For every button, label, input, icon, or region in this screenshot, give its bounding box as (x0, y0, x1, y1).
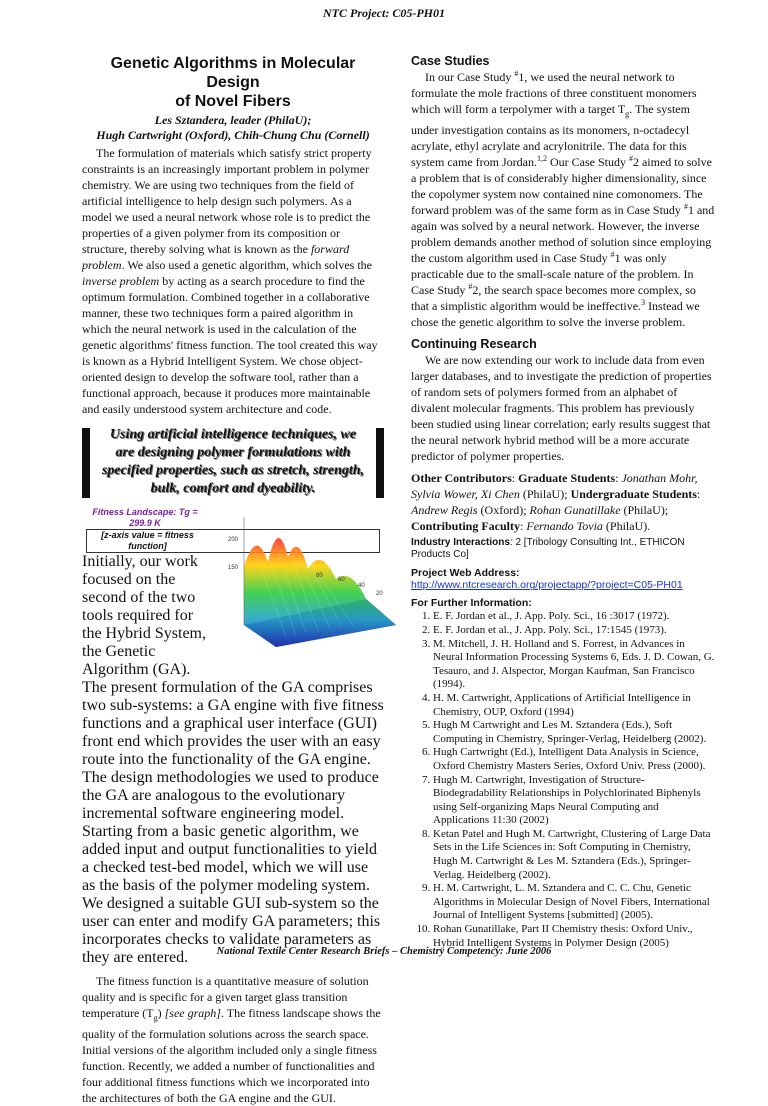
fitness-paragraph: The fitness function is a quantitative measure of solution quality and is specific for a given target glass transition temperature $(T_g)$ [see graph]. The fitness landscape shows the quality of the formulation solutions across the search space. Initial versions of the algorithm included only a single fitness function. Recently, we added a number of functionalities and four additional fitness functions which we incorporated into the architectures of both the GA engine and the GUI. (82, 974, 381, 1106)
continuing-research-paragraph: We are now extending our work to include data from even larger databases, and to investigate the prediction of properties of random sets of polymers formed from an alphabet of divalent molecular fragments. This problem has previously been studied using linear correlation; early results suggest that the neural network hybrid method will be a more accurate predictor of polymer properties. (411, 353, 712, 464)
project-web-link[interactable]: http://www.ntcresearch.org/projectapp/?project=C05-PH01 (411, 579, 683, 592)
reference-item: 5. Hugh M Cartwright and Les M. Sztandera (Eds.), Soft Computing in Chemistry, Springer-Verlag, Heidelberg (2002). (433, 719, 715, 746)
left-column: Genetic Algorithms in Molecular Design of Novel Fibers Les Sztandera, leader (PhilaU); Hugh Cartwright (Oxford), Chih-Chung Chu (Cornell) The formulation of materials which satisfy strict property constraints is an increasingly important problem in polymer chemistry. We are using two techniques from the field of artificial intelligence to help design such polymers. As a model we used a neural network whose role is to predict the properties of a given polymer from its composition or structure, thereby solving what is known as the forward problem. We also used a genetic algorithm, which solves the inverse problem by acting as a search procedure to find the optimum formulation. Combined together in a collaborative manner, these two techniques form a paired algorithm in which the neural network is used in the calculation of the genetic algorithms' fitness function. The tool created this way is known as a Hybrid Intelligent System. We chose object-oriented design to develop the software tool, rather than a functional approach, because it produces more maintainable and easily understood system architecture and code. Using artificial intelligence techniques, we are designing polymer formulations with specified properties, such as stretch, strength, bulk, comfort and dyeability. 200 150 80 60 40 20 Fitness Landscape: Tg = 299.9 K [z-axis value = fitness function] Initially, our work focused on the second of the two tools required for the Hybrid System, the Genetic Algorithm (GA). The present formulation of the GA comprises two sub-systems: a GA engine with five fitness functions and a graphical user interface (GUI) front end which provides the user with an easy route into the functionality of the GA engine. The design methodologies we used to produce the GA are analogous to the evolutionary incremental software engineering model. Starting from a basic genetic algorithm, we added input and output functionalities to yield a checked test-bed model, which we will use as the basis of the polymer modeling system. We designed a suitable GUI sub-system so the user can enter and modify GA parameters; this incorporates checks to validate parameters as they are entered. The fitness function is a quantitative measure of solution quality and is specific for a given target glass transition temperature $(T_g)$ [see graph]. The fitness landscape shows the quality of the formulation solutions across the search space. Initial versions of the algorithm included only a single fitness function. Recently, we added a number of functionalities and four additional fitness functions which we incorporated into the architectures of both the GA engine and the GUI. (82, 54, 384, 1106)
quote-bar-left (82, 428, 90, 498)
reference-item: 6. Hugh Cartwright (Ed.), Intelligent Data Analysis in Science, Oxford Chemistry Masters Series, Oxford Univ. Press (2000). (433, 746, 715, 773)
reference-item: 3. M. Mitchell, J. H. Holland and S. Forrest, in Advances in Neural Information Processing Systems 6, Eds. J. D. Cowan, G. Tesauro, and J. Alspector, Morgan Kaufman, San Francisco (1994). (433, 638, 715, 692)
reference-list (411, 610, 715, 950)
fitness-landscape-figure (212, 507, 384, 679)
quote-bar-right (376, 428, 384, 498)
further-info-label: For Further Information: (411, 597, 532, 610)
x-tick-label: 60 (338, 577, 345, 583)
page-header: NTC Project: C05-PH01 (323, 6, 445, 20)
z-tick-label: 150 (228, 565, 239, 571)
landscape-surface (244, 538, 396, 647)
fitness-landscape-plot (226, 507, 398, 647)
figure-caption-title: Fitness Landscape: Tg = 299.9 K (92, 507, 198, 528)
reference-item: 4. H. M. Cartwright, Applications of Artificial Intelligence in Chemistry, OUP, Oxford (1994) (433, 692, 715, 719)
reference-item: 2. E. F. Jordan et al., J. App. Poly. Sci., 17:1545 (1973). (433, 624, 715, 638)
reference-item: 8. Ketan Patel and Hugh M. Cartwright, Clustering of Large Data Sets in the Life Sciences in: Soft Computing in Chemistry, Hugh M. Cartwright & Les M. Sztandera (Eds.), Springer-Verlag. Heidelberg (2002). (433, 828, 715, 882)
z-tick-label: 200 (228, 537, 239, 543)
x-tick-label: 80 (316, 573, 323, 579)
continuing-research-heading: Continuing Research (411, 337, 537, 352)
case-studies-heading: Case Studies (411, 54, 490, 68)
case-studies-paragraph: In our Case Study #1, we used the neural network to formulate the mole fractions of three constituent monomers which will form a terpolymer with a target $T_g$. The system under investigation contains as its monomers, n-octadecyl acrylate, ethyl acrylate and acrylonitrile. The data for this system came from Jordan.$^{1,2}$ Our Case Study #2 aimed to solve a problem that is of considerably higher dimensionality, since the copolymer system now contained nine comonomers. The forward problem was of the same form as in Case Study #1 and again was solved by a neural network. However, the inverse problem demands another method of solution since employing the custom algorithm used in Case Study #1 was only practicable due to the small-scale nature of the problem. In Case Study #2, the search space becomes more complex, so that a simplistic algorithm would be ineffective.$^3$ Instead we chose the genetic algorithm to solve the inverse problem. (411, 69, 715, 330)
figure-caption-note: [z-axis value = fitness function] (86, 529, 380, 553)
reference-item: 7. Hugh M. Cartwright, Investigation of Structure-Biodegradability Relationships in Polychlorinated Biphenyls using Self-organizing Maps Neural Computing and Applications 11:30 (2002) (433, 774, 715, 828)
reference-item: 1. E. F. Jordan et al., J. App. Poly. Sci., 16 :3017 (1972). (433, 610, 715, 624)
contributors-paragraph: Other Contributors: Graduate Students: Jonathan Mohr, Sylvia Wower, Xi Chen (PhilaU); Undergraduate Students: Andrew Regis (Oxford); Rohan Gunatillake (PhilaU); Contributing Faculty: Fernando Tovia (PhilaU). (411, 471, 701, 534)
author-list: Les Sztandera, leader (PhilaU); Hugh Cartwright (Oxford), Chih-Chung Chu (Cornell) (96, 113, 370, 142)
reference-item: 10. Rohan Gunatillake, Part II Chemistry thesis: Oxford Univ., Hybrid Intelligent Systems in Polymer Design (2005) (433, 923, 715, 950)
article-title: Genetic Algorithms in Molecular Design of Novel Fibers (110, 55, 356, 110)
pull-quote: Using artificial intelligence techniques, we are designing polymer formulations with specified properties, such as stretch, strength, bulk, comfort and dyeability. (82, 426, 384, 498)
intro-paragraph: The formulation of materials which satisfy strict property constraints is an increasingly important problem in polymer chemistry. We are using two techniques from the field of artificial intelligence to help design such polymers. As a model we used a neural network whose role is to predict the properties of a given polymer from its composition or structure, thereby solving what is known as the forward problem. We also used a genetic algorithm, which solves the inverse problem by acting as a search procedure to find the optimum formulation. Combined together in a collaborative manner, these two techniques form a paired algorithm in which the neural network is used in the calculation of the genetic algorithms' fitness function. The tool created this way is known as a Hybrid Intelligent System. We chose object-oriented design to develop the software tool, rather than a functional approach, because it produces more maintainable and easily understood system architecture and code. (82, 146, 378, 416)
industry-interactions: Industry Interactions: 2 [Tribology Consulting Int., ETHICON Products Co] (411, 537, 685, 561)
reference-item: 9. H. M. Cartwright, L. M. Sztandera and C. C. Chu, Genetic Algorithms in Molecular Design of Novel Fibers, International Journal of Intelligent Systems [submitted] (2005). (433, 882, 715, 923)
right-column (411, 54, 715, 950)
page-footer: National Textile Center Research Briefs – Chemistry Competency: June 2006 (216, 946, 552, 957)
web-address-label: Project Web Address: (411, 567, 520, 580)
x-tick-label: 20 (376, 591, 383, 597)
x-tick-label: 40 (358, 583, 365, 589)
